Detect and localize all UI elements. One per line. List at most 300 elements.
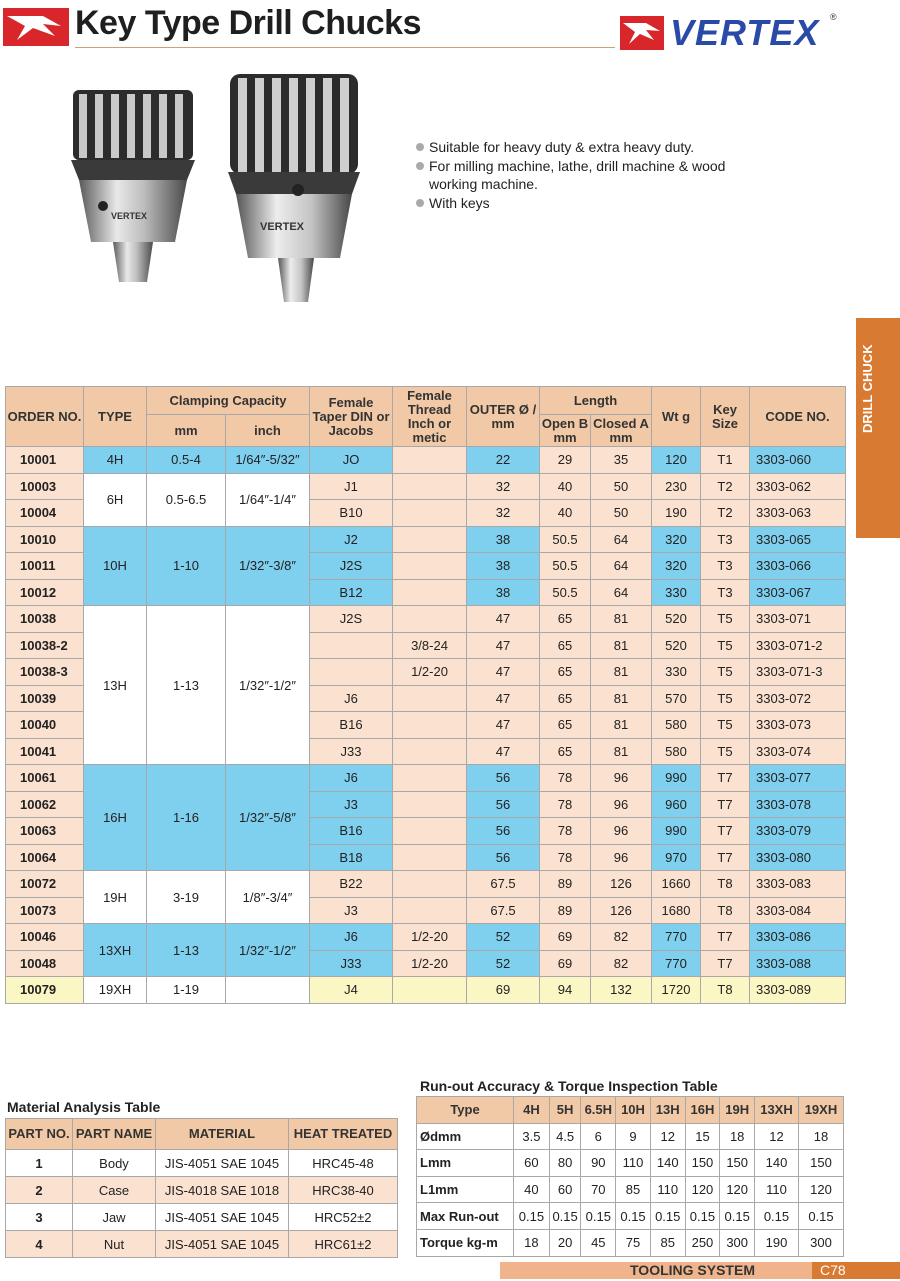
col-type-value: 6.5H bbox=[581, 1097, 616, 1124]
heat-treated-cell: HRC52±2 bbox=[289, 1204, 398, 1231]
key-size-cell: T5 bbox=[701, 659, 750, 686]
table-row bbox=[6, 473, 846, 500]
value-cell: 20 bbox=[549, 1229, 581, 1256]
col-type: TYPE bbox=[84, 387, 147, 447]
closed-cell: 64 bbox=[591, 553, 652, 580]
closed-cell: 96 bbox=[591, 818, 652, 845]
type-cell: 6H bbox=[84, 473, 147, 526]
thread-cell bbox=[393, 500, 467, 527]
thread-cell: 1/2-20 bbox=[393, 659, 467, 686]
table-row bbox=[417, 1229, 844, 1256]
code-no-cell: 3303-063 bbox=[750, 500, 846, 527]
weight-cell: 330 bbox=[652, 579, 701, 606]
thread-cell bbox=[393, 765, 467, 792]
col-part-name: PART NAME bbox=[73, 1119, 156, 1150]
drill-chuck-large-image bbox=[222, 72, 367, 312]
col-weight: Wt g bbox=[652, 387, 701, 447]
taper-cell bbox=[310, 632, 393, 659]
clamp-mm-cell: 1-19 bbox=[147, 977, 226, 1004]
order-no-cell: 10038-3 bbox=[6, 659, 84, 686]
clamp-mm-cell: 3-19 bbox=[147, 871, 226, 924]
material-cell: JIS-4051 SAE 1045 bbox=[156, 1231, 289, 1258]
value-cell: 85 bbox=[650, 1229, 685, 1256]
order-no-cell: 10004 bbox=[6, 500, 84, 527]
value-cell: 120 bbox=[685, 1176, 720, 1203]
taper-cell: B16 bbox=[310, 818, 393, 845]
part-name-cell: Case bbox=[73, 1177, 156, 1204]
key-size-cell: T5 bbox=[701, 632, 750, 659]
drill-chuck-small-image bbox=[65, 82, 200, 302]
clamp-mm-cell: 1-13 bbox=[147, 606, 226, 765]
taper-cell: J6 bbox=[310, 924, 393, 951]
closed-cell: 96 bbox=[591, 791, 652, 818]
col-type-value: 5H bbox=[549, 1097, 581, 1124]
taper-cell: B12 bbox=[310, 579, 393, 606]
value-cell: 120 bbox=[720, 1176, 755, 1203]
code-no-cell: 3303-066 bbox=[750, 553, 846, 580]
value-cell: 75 bbox=[616, 1229, 651, 1256]
open-cell: 40 bbox=[540, 473, 591, 500]
col-clamping-capacity: Clamping Capacity bbox=[147, 387, 310, 415]
taper-cell: J4 bbox=[310, 977, 393, 1004]
feature-item: For milling machine, lathe, drill machine & wood working machine. bbox=[415, 157, 775, 194]
value-cell: 85 bbox=[616, 1176, 651, 1203]
value-cell: 0.15 bbox=[581, 1203, 616, 1230]
weight-cell: 570 bbox=[652, 685, 701, 712]
feature-list bbox=[415, 138, 775, 212]
clamp-inch-cell: 1/8″-3/4″ bbox=[226, 871, 310, 924]
footer-section: TOOLING SYSTEM bbox=[630, 1262, 755, 1278]
code-no-cell: 3303-060 bbox=[750, 447, 846, 474]
value-cell: 0.15 bbox=[650, 1203, 685, 1230]
weight-cell: 190 bbox=[652, 500, 701, 527]
brand-eagle-icon bbox=[620, 16, 664, 50]
weight-cell: 520 bbox=[652, 606, 701, 633]
order-no-cell: 10038 bbox=[6, 606, 84, 633]
clamp-inch-cell: 1/32″-5/8″ bbox=[226, 765, 310, 871]
table-row bbox=[6, 924, 846, 951]
open-cell: 65 bbox=[540, 659, 591, 686]
weight-cell: 580 bbox=[652, 712, 701, 739]
key-size-cell: T5 bbox=[701, 712, 750, 739]
outer-cell: 67.5 bbox=[467, 897, 540, 924]
order-no-cell: 10073 bbox=[6, 897, 84, 924]
open-cell: 50.5 bbox=[540, 553, 591, 580]
value-cell: 150 bbox=[798, 1150, 843, 1177]
value-cell: 250 bbox=[685, 1229, 720, 1256]
closed-cell: 82 bbox=[591, 924, 652, 951]
table-row bbox=[417, 1176, 844, 1203]
material-analysis-table bbox=[5, 1118, 398, 1258]
section-side-tab bbox=[856, 318, 900, 538]
page-number: C78 bbox=[812, 1262, 900, 1279]
key-size-cell: T8 bbox=[701, 977, 750, 1004]
material-table-caption: Material Analysis Table bbox=[7, 1099, 161, 1115]
key-size-cell: T3 bbox=[701, 526, 750, 553]
page-title: Key Type Drill Chucks bbox=[75, 4, 421, 42]
weight-cell: 120 bbox=[652, 447, 701, 474]
col-outer: OUTER Ø / mm bbox=[467, 387, 540, 447]
taper-cell: J3 bbox=[310, 897, 393, 924]
order-no-cell: 10010 bbox=[6, 526, 84, 553]
open-cell: 50.5 bbox=[540, 526, 591, 553]
key-size-cell: T8 bbox=[701, 871, 750, 898]
weight-cell: 320 bbox=[652, 553, 701, 580]
code-no-cell: 3303-084 bbox=[750, 897, 846, 924]
table-row bbox=[6, 1177, 398, 1204]
clamp-mm-cell: 1-13 bbox=[147, 924, 226, 977]
value-cell: 0.15 bbox=[720, 1203, 755, 1230]
value-cell: 0.15 bbox=[798, 1203, 843, 1230]
order-no-cell: 10062 bbox=[6, 791, 84, 818]
feature-item: Suitable for heavy duty & extra heavy duty. bbox=[415, 138, 775, 157]
value-cell: 110 bbox=[755, 1176, 799, 1203]
thread-cell bbox=[393, 738, 467, 765]
taper-cell: B10 bbox=[310, 500, 393, 527]
taper-cell: J2S bbox=[310, 606, 393, 633]
col-type-value: 19XH bbox=[798, 1097, 843, 1124]
clamp-mm-cell: 1-16 bbox=[147, 765, 226, 871]
clamp-mm-cell: 0.5-4 bbox=[147, 447, 226, 474]
order-no-cell: 10011 bbox=[6, 553, 84, 580]
thread-cell bbox=[393, 977, 467, 1004]
col-female-taper: Female Taper DIN or Jacobs bbox=[310, 387, 393, 447]
outer-cell: 69 bbox=[467, 977, 540, 1004]
outer-cell: 67.5 bbox=[467, 871, 540, 898]
table-row bbox=[6, 1231, 398, 1258]
value-cell: 90 bbox=[581, 1150, 616, 1177]
order-no-cell: 10001 bbox=[6, 447, 84, 474]
side-tab-label: DRILL CHUCK bbox=[860, 344, 875, 433]
code-no-cell: 3303-071-2 bbox=[750, 632, 846, 659]
order-no-cell: 10063 bbox=[6, 818, 84, 845]
closed-cell: 82 bbox=[591, 950, 652, 977]
taper-cell: B16 bbox=[310, 712, 393, 739]
weight-cell: 770 bbox=[652, 950, 701, 977]
value-cell: 0.15 bbox=[514, 1203, 550, 1230]
outer-cell: 32 bbox=[467, 473, 540, 500]
value-cell: 300 bbox=[720, 1229, 755, 1256]
clamp-inch-cell: 1/32″-1/2″ bbox=[226, 924, 310, 977]
table-row bbox=[6, 606, 846, 633]
thread-cell bbox=[393, 447, 467, 474]
col-code-no: CODE NO. bbox=[750, 387, 846, 447]
table-row bbox=[417, 1123, 844, 1150]
value-cell: 18 bbox=[720, 1123, 755, 1150]
closed-cell: 81 bbox=[591, 659, 652, 686]
row-label-cell: L1mm bbox=[417, 1176, 514, 1203]
value-cell: 45 bbox=[581, 1229, 616, 1256]
taper-cell: J2S bbox=[310, 553, 393, 580]
closed-cell: 81 bbox=[591, 606, 652, 633]
weight-cell: 960 bbox=[652, 791, 701, 818]
outer-cell: 47 bbox=[467, 685, 540, 712]
key-size-cell: T7 bbox=[701, 924, 750, 951]
code-no-cell: 3303-072 bbox=[750, 685, 846, 712]
taper-cell bbox=[310, 659, 393, 686]
key-size-cell: T7 bbox=[701, 765, 750, 792]
thread-cell bbox=[393, 526, 467, 553]
clamp-inch-cell: 1/32″-1/2″ bbox=[226, 606, 310, 765]
taper-cell: J6 bbox=[310, 765, 393, 792]
open-cell: 89 bbox=[540, 871, 591, 898]
order-no-cell: 10061 bbox=[6, 765, 84, 792]
thread-cell bbox=[393, 685, 467, 712]
value-cell: 9 bbox=[616, 1123, 651, 1150]
key-size-cell: T1 bbox=[701, 447, 750, 474]
part-name-cell: Nut bbox=[73, 1231, 156, 1258]
col-material: MATERIAL bbox=[156, 1119, 289, 1150]
value-cell: 140 bbox=[650, 1150, 685, 1177]
outer-cell: 38 bbox=[467, 553, 540, 580]
value-cell: 40 bbox=[514, 1176, 550, 1203]
outer-cell: 22 bbox=[467, 447, 540, 474]
col-closed: Closed A mm bbox=[591, 415, 652, 447]
thread-cell bbox=[393, 712, 467, 739]
type-cell: 13XH bbox=[84, 924, 147, 977]
chuck-large-engraving: VERTEX bbox=[260, 221, 305, 233]
table-row bbox=[6, 1150, 398, 1177]
open-cell: 69 bbox=[540, 924, 591, 951]
value-cell: 140 bbox=[755, 1150, 799, 1177]
closed-cell: 64 bbox=[591, 526, 652, 553]
heat-treated-cell: HRC45-48 bbox=[289, 1150, 398, 1177]
code-no-cell: 3303-080 bbox=[750, 844, 846, 871]
value-cell: 60 bbox=[549, 1176, 581, 1203]
col-type-value: 4H bbox=[514, 1097, 550, 1124]
value-cell: 150 bbox=[685, 1150, 720, 1177]
value-cell: 150 bbox=[720, 1150, 755, 1177]
order-no-cell: 10046 bbox=[6, 924, 84, 951]
value-cell: 3.5 bbox=[514, 1123, 550, 1150]
key-size-cell: T2 bbox=[701, 500, 750, 527]
weight-cell: 970 bbox=[652, 844, 701, 871]
type-cell: 19XH bbox=[84, 977, 147, 1004]
part-name-cell: Jaw bbox=[73, 1204, 156, 1231]
code-no-cell: 3303-077 bbox=[750, 765, 846, 792]
row-label-cell: Ødmm bbox=[417, 1123, 514, 1150]
thread-cell bbox=[393, 473, 467, 500]
clamp-inch-cell bbox=[226, 977, 310, 1004]
outer-cell: 56 bbox=[467, 818, 540, 845]
col-mm: mm bbox=[147, 415, 226, 447]
value-cell: 12 bbox=[650, 1123, 685, 1150]
part-no-cell: 3 bbox=[6, 1204, 73, 1231]
closed-cell: 50 bbox=[591, 473, 652, 500]
key-size-cell: T5 bbox=[701, 606, 750, 633]
outer-cell: 47 bbox=[467, 632, 540, 659]
col-inch: inch bbox=[226, 415, 310, 447]
thread-cell bbox=[393, 818, 467, 845]
key-size-cell: T2 bbox=[701, 473, 750, 500]
value-cell: 0.15 bbox=[549, 1203, 581, 1230]
key-size-cell: T3 bbox=[701, 553, 750, 580]
weight-cell: 230 bbox=[652, 473, 701, 500]
col-type-value: 13XH bbox=[755, 1097, 799, 1124]
value-cell: 300 bbox=[798, 1229, 843, 1256]
type-cell: 10H bbox=[84, 526, 147, 606]
feature-item: With keys bbox=[415, 194, 775, 213]
closed-cell: 64 bbox=[591, 579, 652, 606]
part-no-cell: 4 bbox=[6, 1231, 73, 1258]
table-row bbox=[6, 526, 846, 553]
table-row bbox=[6, 447, 846, 474]
closed-cell: 81 bbox=[591, 712, 652, 739]
value-cell: 15 bbox=[685, 1123, 720, 1150]
col-type-value: 19H bbox=[720, 1097, 755, 1124]
clamp-inch-cell: 1/64″-1/4″ bbox=[226, 473, 310, 526]
order-no-cell: 10041 bbox=[6, 738, 84, 765]
order-no-cell: 10079 bbox=[6, 977, 84, 1004]
runout-torque-table bbox=[416, 1096, 844, 1257]
value-cell: 4.5 bbox=[549, 1123, 581, 1150]
value-cell: 190 bbox=[755, 1229, 799, 1256]
title-divider bbox=[75, 47, 615, 48]
closed-cell: 126 bbox=[591, 897, 652, 924]
open-cell: 78 bbox=[540, 818, 591, 845]
open-cell: 78 bbox=[540, 844, 591, 871]
outer-cell: 47 bbox=[467, 659, 540, 686]
open-cell: 94 bbox=[540, 977, 591, 1004]
outer-cell: 52 bbox=[467, 924, 540, 951]
code-no-cell: 3303-071 bbox=[750, 606, 846, 633]
value-cell: 18 bbox=[798, 1123, 843, 1150]
value-cell: 0.15 bbox=[755, 1203, 799, 1230]
closed-cell: 50 bbox=[591, 500, 652, 527]
row-label-cell: Lmm bbox=[417, 1150, 514, 1177]
taper-cell: J2 bbox=[310, 526, 393, 553]
weight-cell: 580 bbox=[652, 738, 701, 765]
value-cell: 70 bbox=[581, 1176, 616, 1203]
vertex-brand-logo bbox=[620, 14, 835, 52]
taper-cell: J33 bbox=[310, 738, 393, 765]
table-row bbox=[6, 765, 846, 792]
material-cell: JIS-4018 SAE 1018 bbox=[156, 1177, 289, 1204]
open-cell: 65 bbox=[540, 738, 591, 765]
type-cell: 13H bbox=[84, 606, 147, 765]
table-row bbox=[417, 1203, 844, 1230]
drill-chuck-spec-table bbox=[5, 386, 846, 1004]
thread-cell bbox=[393, 606, 467, 633]
outer-cell: 47 bbox=[467, 606, 540, 633]
taper-cell: B18 bbox=[310, 844, 393, 871]
open-cell: 65 bbox=[540, 606, 591, 633]
part-name-cell: Body bbox=[73, 1150, 156, 1177]
key-size-cell: T7 bbox=[701, 791, 750, 818]
key-size-cell: T7 bbox=[701, 818, 750, 845]
order-no-cell: 10072 bbox=[6, 871, 84, 898]
code-no-cell: 3303-083 bbox=[750, 871, 846, 898]
table-row bbox=[6, 977, 846, 1004]
col-length: Length bbox=[540, 387, 652, 415]
weight-cell: 990 bbox=[652, 818, 701, 845]
thread-cell bbox=[393, 579, 467, 606]
clamp-inch-cell: 1/64″-5/32″ bbox=[226, 447, 310, 474]
outer-cell: 56 bbox=[467, 844, 540, 871]
order-no-cell: 10012 bbox=[6, 579, 84, 606]
open-cell: 78 bbox=[540, 765, 591, 792]
taper-cell: B22 bbox=[310, 871, 393, 898]
code-no-cell: 3303-086 bbox=[750, 924, 846, 951]
open-cell: 89 bbox=[540, 897, 591, 924]
outer-cell: 38 bbox=[467, 579, 540, 606]
open-cell: 40 bbox=[540, 500, 591, 527]
clamp-mm-cell: 1-10 bbox=[147, 526, 226, 606]
closed-cell: 96 bbox=[591, 765, 652, 792]
thread-cell bbox=[393, 871, 467, 898]
col-female-thread: Female Thread Inch or metic bbox=[393, 387, 467, 447]
code-no-cell: 3303-073 bbox=[750, 712, 846, 739]
thread-cell: 1/2-20 bbox=[393, 924, 467, 951]
col-type: Type bbox=[417, 1097, 514, 1124]
order-no-cell: 10048 bbox=[6, 950, 84, 977]
value-cell: 12 bbox=[755, 1123, 799, 1150]
value-cell: 60 bbox=[514, 1150, 550, 1177]
type-cell: 19H bbox=[84, 871, 147, 924]
thread-cell bbox=[393, 897, 467, 924]
taper-cell: JO bbox=[310, 447, 393, 474]
col-key-size: Key Size bbox=[701, 387, 750, 447]
order-no-cell: 10040 bbox=[6, 712, 84, 739]
open-cell: 65 bbox=[540, 632, 591, 659]
closed-cell: 132 bbox=[591, 977, 652, 1004]
taper-cell: J3 bbox=[310, 791, 393, 818]
order-no-cell: 10038-2 bbox=[6, 632, 84, 659]
weight-cell: 330 bbox=[652, 659, 701, 686]
registered-mark: ® bbox=[830, 12, 837, 22]
closed-cell: 81 bbox=[591, 685, 652, 712]
part-no-cell: 1 bbox=[6, 1150, 73, 1177]
code-no-cell: 3303-067 bbox=[750, 579, 846, 606]
value-cell: 6 bbox=[581, 1123, 616, 1150]
col-order-no: ORDER NO. bbox=[6, 387, 84, 447]
outer-cell: 38 bbox=[467, 526, 540, 553]
taper-cell: J33 bbox=[310, 950, 393, 977]
code-no-cell: 3303-071-3 bbox=[750, 659, 846, 686]
col-type-value: 16H bbox=[685, 1097, 720, 1124]
key-size-cell: T5 bbox=[701, 738, 750, 765]
weight-cell: 520 bbox=[652, 632, 701, 659]
open-cell: 65 bbox=[540, 712, 591, 739]
weight-cell: 1720 bbox=[652, 977, 701, 1004]
order-no-cell: 10039 bbox=[6, 685, 84, 712]
thread-cell bbox=[393, 844, 467, 871]
closed-cell: 96 bbox=[591, 844, 652, 871]
value-cell: 110 bbox=[616, 1150, 651, 1177]
heat-treated-cell: HRC61±2 bbox=[289, 1231, 398, 1258]
heat-treated-cell: HRC38-40 bbox=[289, 1177, 398, 1204]
table-row bbox=[417, 1150, 844, 1177]
code-no-cell: 3303-078 bbox=[750, 791, 846, 818]
taper-cell: J1 bbox=[310, 473, 393, 500]
col-type-value: 10H bbox=[616, 1097, 651, 1124]
weight-cell: 1680 bbox=[652, 897, 701, 924]
value-cell: 80 bbox=[549, 1150, 581, 1177]
code-no-cell: 3303-062 bbox=[750, 473, 846, 500]
weight-cell: 770 bbox=[652, 924, 701, 951]
open-cell: 50.5 bbox=[540, 579, 591, 606]
outer-cell: 47 bbox=[467, 712, 540, 739]
key-size-cell: T7 bbox=[701, 950, 750, 977]
clamp-inch-cell: 1/32″-3/8″ bbox=[226, 526, 310, 606]
material-cell: JIS-4051 SAE 1045 bbox=[156, 1150, 289, 1177]
col-type-value: 13H bbox=[650, 1097, 685, 1124]
outer-cell: 32 bbox=[467, 500, 540, 527]
type-cell: 16H bbox=[84, 765, 147, 871]
thread-cell: 3/8-24 bbox=[393, 632, 467, 659]
open-cell: 69 bbox=[540, 950, 591, 977]
closed-cell: 35 bbox=[591, 447, 652, 474]
